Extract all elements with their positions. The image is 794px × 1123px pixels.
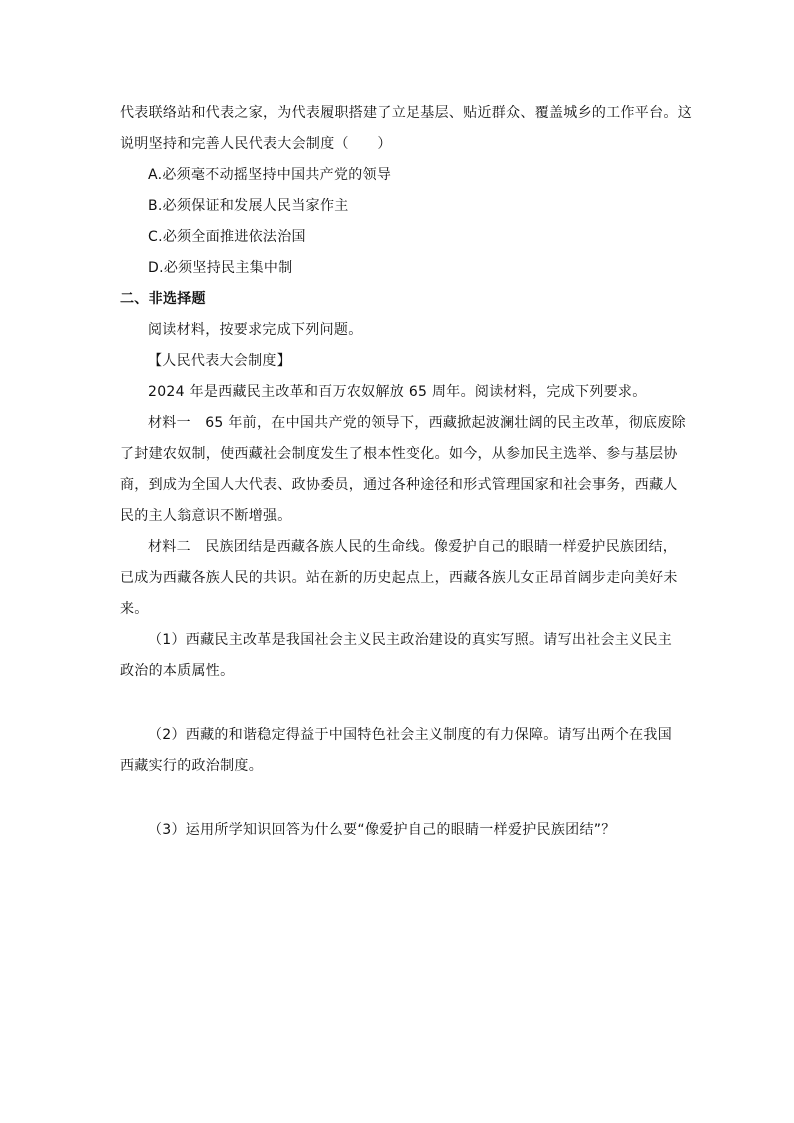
instruction-text: 阅读材料，按要求完成下列问题。 bbox=[148, 322, 363, 338]
question3-line-1: （3）运用所学知识回答为什么要“像爱护自己的眼睛一样爱护民族团结”？ bbox=[148, 822, 616, 838]
material1-line-2: 了封建农奴制，使西藏社会制度发生了根本性变化。如今，从参加民主选举、参与基层协 bbox=[120, 446, 678, 462]
material1-line-1: 材料一 65 年前，在中国共产党的领导下，西藏掀起波澜壮阔的民主改革，彻底废除 bbox=[148, 415, 686, 431]
option-d: D.必须坚持民主集中制 bbox=[148, 260, 293, 276]
section-heading: 二、非选择题 bbox=[120, 291, 206, 307]
option-a: A.必须毫不动摇坚持中国共产党的领导 bbox=[148, 167, 392, 183]
topic-title: 【人民代表大会制度】 bbox=[148, 353, 291, 369]
material2-line-2: 已成为西藏各族人民的共识。站在新的历史起点上，西藏各族儿女正昂首阔步走向美好未 bbox=[120, 570, 678, 586]
material2-line-1: 材料二 民族团结是西藏各族人民的生命线。像爱护自己的眼睛一样爱护民族团结， bbox=[148, 539, 678, 555]
question-text-line-1: 代表联络站和代表之家，为代表履职搭建了立足基层、贴近群众、覆盖城乡的工作平台。这 bbox=[120, 105, 692, 121]
question1-line-1: （1）西藏民主改革是我国社会主义民主政治建设的真实写照。请写出社会主义民主 bbox=[148, 632, 673, 648]
option-b: B.必须保证和发展人民当家作主 bbox=[148, 198, 349, 214]
intro-text: 2024 年是西藏民主改革和百万农奴解放 65 周年。阅读材料，完成下列要求。 bbox=[148, 384, 647, 400]
material1-line-3: 商，到成为全国人大代表、政协委员，通过各种途径和形式管理国家和社会事务，西藏人 bbox=[120, 477, 678, 493]
material1-line-4: 民的主人翁意识不断增强。 bbox=[120, 508, 292, 524]
question2-line-2: 西藏实行的政治制度。 bbox=[120, 758, 263, 774]
material2-line-3: 来。 bbox=[120, 601, 149, 617]
question-text-line-2: 说明坚持和完善人民代表大会制度（ ） bbox=[120, 136, 392, 152]
question2-line-1: （2）西藏的和谐稳定得益于中国特色社会主义制度的有力保障。请写出两个在我国 bbox=[148, 727, 673, 743]
question1-line-2: 政治的本质属性。 bbox=[120, 663, 235, 679]
option-c: C.必须全面推进依法治国 bbox=[148, 229, 306, 245]
